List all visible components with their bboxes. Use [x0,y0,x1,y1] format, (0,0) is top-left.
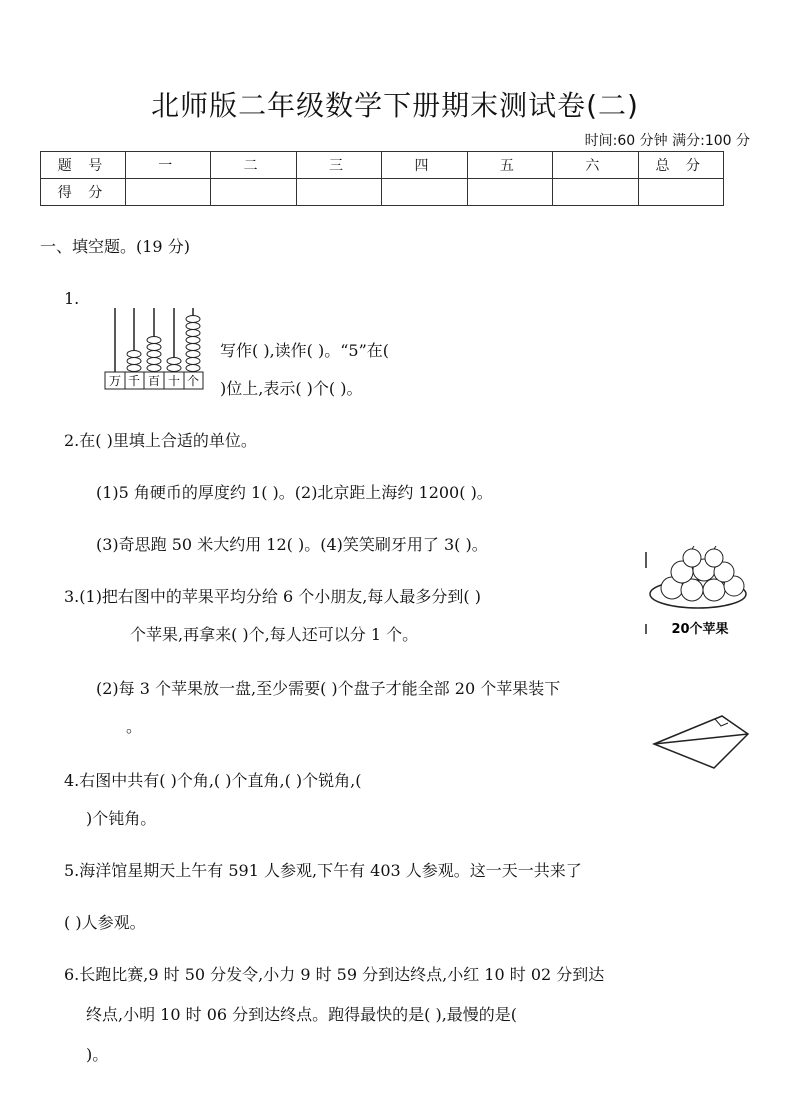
abacus-label: 十 [167,374,181,388]
abacus-label: 万 [108,374,122,388]
score-cell[interactable] [382,179,467,206]
header-cell: 一 [126,152,211,179]
q6-line1: 6.长跑比赛,9 时 50 分发令,小力 9 时 59 分到达终点,小红 10 时 02 分到达 [64,965,605,984]
q2-line2: (3)奇思跑 50 米大约用 12( )。(4)笑笑刷牙用了 3( )。 [96,535,488,554]
q3-line1: 3.(1)把右图中的苹果平均分给 6 个小朋友,每人最多分到( ) [64,587,481,606]
score-table-header-row [41,152,724,179]
abacus-image [104,306,204,390]
header-cell: 二 [211,152,296,179]
score-cell[interactable] [467,179,552,206]
q1-line2: )位上,表示( )个( )。 [220,379,363,398]
score-cell[interactable] [553,179,638,206]
q4-line2: )个钝角。 [86,809,157,828]
score-cell[interactable] [638,179,723,206]
abacus-label: 百 [147,374,161,388]
abacus-label: 个 [186,374,200,388]
quadrilateral-image [652,712,752,772]
q5-line2: ( )人参观。 [64,913,146,932]
score-table [40,151,724,206]
abacus-label: 千 [127,374,141,388]
header-cell: 三 [296,152,381,179]
exam-meta: 时间:60 分钟 满分:100 分 [584,133,750,149]
page-title: 北师版二年级数学下册期末测试卷(二) [151,89,639,122]
section-heading: 一、填空题。(19 分) [40,237,190,256]
q3-line3: (2)每 3 个苹果放一盘,至少需要( )个盘子才能全部 20 个苹果装下 [96,679,561,698]
q2-line1: (1)5 角硬币的厚度约 1( )。(2)北京距上海约 1200( )。 [96,483,493,502]
score-cell[interactable] [296,179,381,206]
header-cell: 题 号 [41,152,126,179]
apple-plate-image [642,546,754,640]
q6-line2: 终点,小明 10 时 06 分到达终点。跑得最快的是( ),最慢的是( [86,1005,518,1024]
q4-line1: 4.右图中共有( )个角,( )个直角,( )个锐角,( [64,771,362,790]
header-cell: 五 [467,152,552,179]
header-cell: 六 [553,152,638,179]
header-cell: 四 [382,152,467,179]
apple-caption: 20个苹果 [671,622,729,637]
q5-line1: 5.海洋馆星期天上午有 591 人参观,下午有 403 人参观。这一天一共来了 [64,861,582,880]
q1-number: 1. [64,289,80,308]
q3-line2: 个苹果,再拿来( )个,每人还可以分 1 个。 [130,625,419,644]
header-cell: 总 分 [638,152,723,179]
score-cell[interactable] [211,179,296,206]
q3-line4: 。 [126,717,143,736]
row-label-cell: 得 分 [41,179,126,206]
q1-line1: 写作( ),读作( )。“5”在( [220,341,390,360]
score-table-score-row [41,179,724,206]
q6-line3: )。 [86,1045,109,1064]
q2-title: 2.在( )里填上合适的单位。 [64,431,257,450]
score-cell[interactable] [126,179,211,206]
